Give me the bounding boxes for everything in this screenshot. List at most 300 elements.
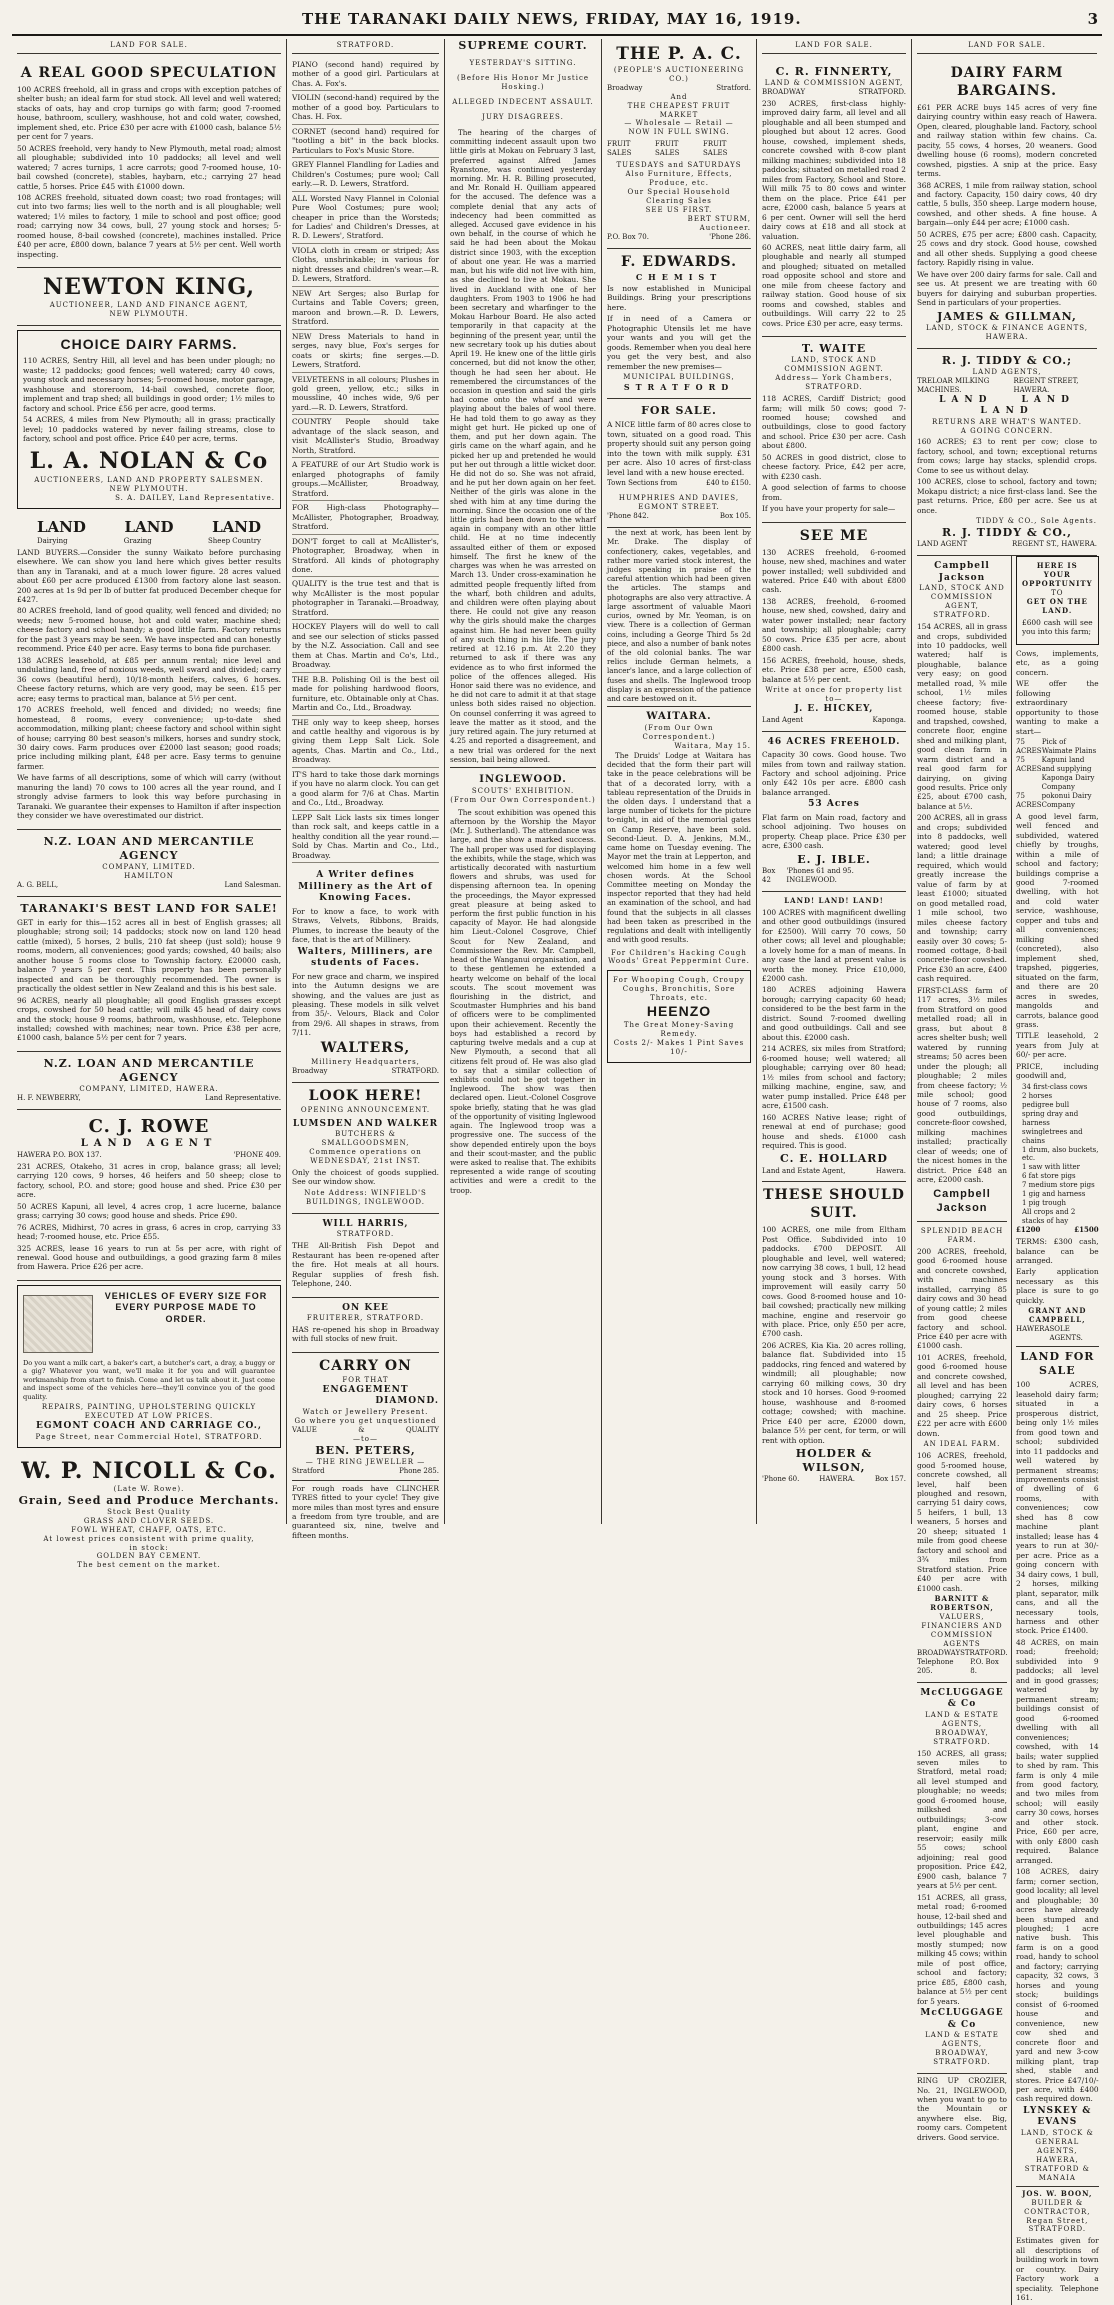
agent-left: H. F. NEWBERRY, (17, 1094, 81, 1103)
row-desc: Kapuni land and supplying Kaponga Dairy Company (1041, 755, 1095, 791)
quality-word: QUALITY (405, 1425, 439, 1434)
listing: 150 ACRES, all grass; seven miles to Stratford, metal road; all level stumped and ploughable; no weeds; good 6-roomed house, milkshed and outbuildings; 3-cow plant, engine and reservoir; easily milk 55 cows; school adjoining; real good proposition. Price £42, £900 cash, balance 7 years at 5½ per cent. (917, 1748, 1007, 1891)
agent-name: Campbell Jackson (934, 561, 990, 583)
court-article: The hearing of the charges of committing indecent assault upon two little girls at Mokau on February 3 last, preferred against Alfred James Ryanstone, was continued yesterday morning. Mr. H. R. Billing prosecuted, and Mr. Ronald H. Quilliam appeared for the accused. The defence was a complete denial that any acts of indecency had been committed as alleged. Accused gave evidence in his own behalf, in the course of which he said he had been about the Mokau district since 1903, with the exception of about one year. He was a married man, but his wife did not live with him, as she declined to live at Mokau. She lived in Auckland with one of her daughters. From 1903 to 1906 he had been secretary and wharfinger to the Mokau Harbour Board. He also acted temporarily in that capacity at the beginning of the present year, until the new secretary took up his duties about April 19. He knew one of the little girls concerned, but did not know the other, though he had seen her about. He remembered the circumstances of the occasion in question and said the girls had come onto the wharf and were playing about the bales of wool there. He had told them to go away as they might get hurt. He picked up one of them, and put her down again. The girls came on the wharf again, and he picked her up and pretended he would put her out through a little wicket door. He did not do so. She was not afraid, and he put her down again on her feet. Neither of the girls was alone in the shed with him at any time during the morning. Since the occasion one of the little girls had been down to the wharf again in company with an other little child. He at no time indecently assaulted either of them or exposed himself. The first he knew of the charges was when he was arrested on March 13. Under cross-examination he admitted people frequently lifted from the wharf, both children and adults, and children were often playing about there. He could not give any reason why the girls should make the charges against him. He had never been guilty of any such thing in his life. The jury retired at 12.16 p.m. At 2.20 they returned to ask if there was any evidence as to who first informed the police of the offences alleged. His Honor said there was no evidence, and he did not care to admit it at that stage unless both sides raised no objection. On counsel conferring it was agreed to leave the matter as it stood, and the jury retired again. The jury returned at 4.25 and reported a disagreement, and a new trial was ordered for the next session, bail being allowed. (450, 127, 596, 764)
scouts-article: The scout exhibition was opened this afternoon by the Worship the Mayor (Mr. J. Sutherland). The attendance was large, and the show a marked success. The hall proper was used for displaying the exhibits, while the stage, which was artistically decorated with nasturtium flowers and shrubs, was used for dispensing afternoon tea. In opening the proceedings, the Mayor expressed great pleasure at being asked to perform the first public function in his capacity of Mayor. He had alongside him Lieut.-Colonel Cosgrove, Chief Scout for New Zealand, and Commissioner the Rev. Mr. Campbell, head of the Wanganui organisation, and to these gentlemen he extended a hearty welcome on behalf of the local scouts. The scout movement was flourishing in the district, and Scoutmaster Humphries and his band of officers were to be complimented upon their achievement. Recently the boys had established a record by capturing twelve medals and a cup at New Plymouth, a second that all citizens felt proud of. He was also glad to say that a similar collection of exhibits could not be got together in Inglewood. The show was then declared open. Lieut.-Colonel Cosgrove spoke briefly, stating that he was glad of the opportunity of visiting Inglewood again. The Inglewood troop was a progressive one. The success of the show depended entirely upon the boys and their scout-master, and the public were asked to realise that. The exhibits represented a wide range of scouting activities and were a credit to the troop. (450, 807, 596, 1195)
page-number: 3 (1087, 10, 1098, 28)
company-name: THE P. A. C. (616, 44, 742, 64)
ad-sig: BERT STURM, (687, 215, 751, 223)
land-word: LAND (37, 517, 86, 536)
ad-body: HAS re-opened his shop in Broadway with full stocks of new fruit. (292, 1324, 439, 1344)
ad-title: A REAL GOOD SPECULATION (20, 64, 278, 81)
ad-title: CHOICE DAIRY FARMS. (60, 336, 238, 353)
ad-get: GET ON THE LAND. (1026, 597, 1088, 615)
agent-right: 'PHONE 409. (233, 1150, 281, 1159)
correspondent: (From Our Own Correspondent.) (642, 724, 716, 742)
agent-name: HUMPHRIES AND DAVIES, (618, 494, 740, 503)
agent-role: AUCTIONEER, LAND AND FINANCE AGENT, (49, 301, 249, 310)
grass-seeds: GRASS AND CLOVER SEEDS. (83, 1516, 215, 1525)
listing: GET in early for this—152 acres all in best of English grasses; all ploughable; strong soil; 14 paddocks; stock now on land 120 head cattle (mixed), 5 horses, 2 bulls, 210 fat sheep (just sold); house 9 rooms, modern, all conveniences; good yards; cowshed, 40 bails; also another house 5 rooms close to Township factory. £20000 cash, balance 7 years 5 per cent. This property has been personally inspected and can be thoroughly recommended. The owner is practically the oldest settler in New Zealand and this is his best sale. (17, 917, 281, 994)
agent-role: LAND & COMMISSION AGENT, (764, 79, 904, 88)
shop-name: WALTERS, (320, 1039, 411, 1056)
listing: 100 ACRES, leasehold dairy farm; situated in a prosperous district, being only 1½ miles from good town and school; subdivided into 11 paddocks and well watered by permanent streams; improvements consist of dwelling of 6 rooms, with conveniences; cow shed has 8 cow machine plant installed; lease has 4 years to run at 30/- per acre. Price as a going concern with 34 dairy cows, 1 bull, 2 horses, milking plant, separator, milk cans, and all the necessary tools, harness and other stock. Price £1400. (1016, 1380, 1099, 1636)
opportunity-row (1016, 792, 1099, 810)
listing: 160 ACRES Native lease; right of renewal at end of purchase; good house and sheds. £1000 cash required. This is good. (762, 1112, 906, 1150)
listing: 100 ACRES freehold, all in grass and crops with exception patches of shelter bush; an ideal farm for stud stock. All level and well watered; stacks of oats, hay and crop turnips go with farm; good 7-roomed house, bathroom, scullery, washhouse, hot and cold water, cowshed, implement shed, etc. Price £30 per acre with £1000 cash, balance 5½ per cent for 7 years. (17, 84, 281, 142)
section-sub: YESTERDAY'S SITTING. (469, 59, 577, 68)
pac-ad (607, 39, 751, 249)
agent-right: 'Phones 61 and 95. INGLEWOOD. (786, 866, 854, 884)
ad-title-lease: TITLE leasehold, 2 years from July at 60/- per acre. (1016, 1031, 1099, 1060)
column-heading: LAND FOR SALE. (762, 39, 906, 54)
listing: 200 ACRES, all in grass and crops; subdivided into 8 paddocks, well watered; good level land; a little drainage required, which would greatly increase the value of farm by at least £1000; situated on good metalled road, 1 mile school, two miles cheese factory and township; carry easily over 30 cows; 5-roomed cottage, 8-bail concrete-floor cowshed. Price £30 an acre, £400 cash required. (917, 813, 1007, 984)
shop-name: WILL HARRIS, (322, 1218, 409, 1229)
agent-right: Hawera. (875, 1166, 906, 1175)
agent-name: C. E. HOLLARD (780, 1152, 888, 1166)
ad-title: CARRY ON (319, 1357, 412, 1374)
land-banner: LAND LAND LAND (939, 394, 1075, 417)
listing: 368 ACRES, 1 mile from railway station, school and factory. Capacity, 150 dairy cows, 40 dry cattle, 5 bulls, 350 sheep. Large modern house, cowshed, and other sheds. A fine house. A bargain—only £44 per acre; £1000 cash. (917, 180, 1097, 228)
sale-days: TUESDAYS and SATURDAYS (616, 161, 742, 170)
agent-name: JAMES & GILLMAN, (937, 309, 1077, 323)
shop-name: BEN. PETERS, (315, 1443, 416, 1457)
cement-note: The best cement on the market. (77, 1561, 221, 1570)
agent-role: LAND, STOCK AND COMMISSION AGENT. (784, 356, 884, 374)
listing: 130 ACRES freehold, 6-roomed house, new shed, machines and water power installed; well subdivided and watered. Price £40 with about £800 cash. (762, 547, 906, 595)
ad-line: The Great Money-Saving Remedy. (623, 1021, 735, 1039)
on-kee-ad (292, 1298, 439, 1353)
builder-body: Estimates given for all descriptions of building work in town or country. Dairy Factory work a speciality. Telephone 161. (1016, 2236, 1099, 2303)
ad-and: And (670, 92, 688, 101)
listing: 108 ACRES, dairy farm; corner section, good locality; all level and ploughable; 30 acres have already been stumped and ploughed; 1 acre native bush. This farm is on a good road, handy to school and factory; carrying capacity, 32 cows, 3 horses and young stock; buildings consist of 6-roomed house and convenience, new cow shed and concrete floor and yard and new 3-cow milking plant, trap shed, stable and stores. Price £47/10/- per acre, with £400 cash required down. (1016, 1867, 1099, 2104)
agent-name: C. R. FINNERTY, (775, 64, 893, 78)
agent-role: LAND AGENT (80, 1138, 218, 1150)
agent-street: EGMONT STREET. (638, 503, 720, 512)
agency-name: N.Z. LOAN AND MERCANTILE AGENCY (43, 834, 255, 862)
finnerty-ad (762, 60, 906, 337)
crozier-ad: RING UP CROZIER, No. 21, INGLEWOOD, when you want to go to the Mountain or anywhere else. Big, roomy cars. Competent drivers. Good service. (917, 2076, 1007, 2142)
agent-place: BROADWAY, STRATFORD. (933, 1728, 991, 1746)
company-right: Stratford. (716, 83, 751, 92)
nz-loan-hawera-ad (17, 1052, 281, 1110)
company-left: Broadway (607, 83, 643, 92)
ad-diamond: DIAMOND. (375, 1396, 439, 1407)
section-title: INGLEWOOD. (479, 773, 567, 785)
for-sale-ad (607, 399, 751, 528)
agent-role: VALUERS, FINANCIERS AND COMMISSION AGENTS (921, 1613, 1003, 1648)
row-desc: pokonui Dairy Company (1041, 791, 1092, 809)
small-ad: COUNTRY People should take advantage of the slack season, and visit McAllister's Studio, Broadway North, Stratford. (292, 417, 439, 458)
inventory-list (1016, 1083, 1099, 1226)
ad-date: WEDNESDAY, 21st INST. (310, 1156, 421, 1165)
section-title: SUPREME COURT. (458, 39, 588, 52)
shop-left: Broadway (292, 1066, 328, 1075)
ad-price: PRICE, including goodwill and, (1016, 1061, 1099, 1081)
agent-left: BROADWAY (762, 87, 806, 96)
opportunity-ad (1016, 556, 1099, 645)
shop-sub: Millinery Headquarters, (311, 1057, 420, 1066)
ad-early: Early application necessary as this place is sure to go quickly. (1016, 1267, 1099, 1305)
listing: 100 ACRES, one mile from Eltham Post Office. Subdivided into 10 paddocks. £700 DEPOSIT. All ploughable and level, well watered; now carrying 38 cows, 1 bull, 12 head young stock and 3 horses. With improvement will easily carry 50 cows. Good 8-roomed house and 10-bail cowshed; practically new milking machine, engine and reservoir go with place. Price, only £50 per acre, £700 cash. (762, 1225, 906, 1339)
column-1 (12, 39, 287, 1570)
ad-for: FOR THAT (342, 1375, 389, 1384)
ad-title: DAIRY FARM BARGAINS. (950, 64, 1064, 99)
agent-place: NEW PLYMOUTH. (109, 484, 189, 493)
listing: 200 ACRES, freehold, good 6-roomed house and concrete cowshed, with machines installed, carrying 85 dairy cows and 30 head of young cattle; 2 miles from good cheese factory and school. Price £40 per acre with £1000 cash. (917, 1246, 1007, 1351)
mccluggage-ad (917, 1683, 1007, 2074)
agent-right: Land Representative. (204, 1094, 281, 1103)
listing: 101 ACRES, freehold, good 6-roomed house and concrete cowshed, all level and has been ploughed; carrying 22 dairy cows, 6 horses and 25 sheep. Price £22 per acre with £600 down. (917, 1352, 1007, 1438)
listing: 230 ACRES, first-class highly-improved dairy farm, all level and all ploughable and all been stumped and ploughed but about 12 acres. Good house, cowshed, implement sheds, concrete cowshed with 8-cow plant milking machines; subdivided into 18 paddocks; situated on metalled road 2 miles from Factory, School and Store. Will milk 75 to 80 cows and winter them on the place. Price £41 per acre, £2000 cash, balance 5 years at 6 per cent. Owner will sell the herd dairy cows at £18 and all stock at valuation. (762, 98, 906, 241)
these-should-suit-ad (762, 1182, 906, 1490)
ad-title: SEE ME (799, 527, 869, 544)
shop-name: F. EDWARDS. (620, 253, 738, 270)
waitara-article: The Druids' Lodge at Waitara has decided that the form their part will take in the peace celebrations will be that of a decorated lorry, with a tableau representation of the Druids in the olden days. I understand that a large number of tickets for the picture to-night, in aid of the memorial gates on Camp Reserve, have been sold. Second-Lieut. D. A. Jenkins, M.M., came home on Tuesday evening. The Mayor met the train at Lepperton, and welcomed him home in a few well chosen words. At the School Committee meeting on Monday the inspector reported that they had held an examination of the school, and had found that the subjects in all classes had been taken as prescribed in the regulations and dealt with intelligently and with good results. (607, 750, 751, 945)
column-6 (912, 39, 1102, 2303)
inventory-item: pedigree bull (1022, 1100, 1070, 1109)
ad-see: SEE US FIRST. (645, 206, 713, 215)
agent-right: STRATFORD. (858, 87, 906, 96)
agent-box: Box 157. (874, 1475, 906, 1484)
agent-name: McCLUGGAGE & Co (920, 2008, 1004, 2030)
agent-role: AUCTIONEERS, LAND AND PROPERTY SALESMEN. (34, 475, 264, 484)
col6-left (917, 556, 1007, 2305)
nz-loan-hamilton-ad (17, 830, 281, 897)
court-before: (Before His Honor Mr Justice Hosking.) (456, 74, 590, 91)
ad-body: Is now established in Municipal Buildings. Bring your prescriptions here. (607, 284, 751, 312)
waite-ad (762, 337, 906, 523)
listing: 76 ACRES, Midhirst, 70 acres in grass, 6 acres in crop, carrying 33 head; 7-roomed house, etc. Price £55. (17, 1222, 281, 1242)
small-ad: DON'T forget to call at McAllister's, Photographer, Broadway, when in Stratford. All kinds of photography done. (292, 537, 439, 578)
agent-name: E. J. IBLE. (797, 852, 871, 866)
small-ads-list (292, 60, 439, 863)
ad-body: A NICE little farm of 80 acres close to town, situated on a good road. This property should suit any person going into the town with milk supply. £31 per acre. Also 10 acres of first-class level land with a new house erected. (607, 420, 751, 477)
inventory-item: 2 horses (1022, 1091, 1053, 1100)
inventory-item: spring dray and harness (1022, 1109, 1079, 1127)
column-5 (757, 39, 912, 1524)
shop-town: STRATFORD (623, 382, 735, 393)
inventory-item: 34 first-class cows (1022, 1082, 1088, 1091)
listing: Capacity 30 cows. Good house. Two miles from town and railway station. Factory and school adjoining. Price only £42 10s per acre. £800 cash balance arranged. (762, 750, 906, 797)
small-ad: A FEATURE of our Art Studio work is enlarged photographs of family groups.—McAllister, Broadway, Stratford. (292, 460, 439, 501)
land-word: LAND (124, 517, 174, 536)
ad-go: Go where you get unquestioned (294, 1416, 437, 1425)
ad-title: SPLENDID BEACH FARM. (920, 1226, 1004, 1244)
small-ad: VIOLIN (second-hand) required by the mother of a good boy. Particulars to Chas. H. Fox. (292, 93, 439, 124)
agent-right: REGENT ST., HAWERA. (1012, 540, 1097, 549)
agent-box: P.O. Box 8. (970, 1657, 999, 1675)
agent-town: HAWERA. (819, 1475, 855, 1484)
ad-address: Note Address: WINFIELD'S BUILDINGS, INGLEWOOD. (304, 1188, 427, 1206)
agent-role: LAND, STOCK AND COMMISSION AGENT, STRATFORD. (919, 584, 1005, 620)
small-ad: QUALITY is the true test and that is why McAllister is the most popular photographer in Taranaki.—Broadway, Stratford. (292, 579, 439, 620)
small-ad: FOR High-class Photography—McAllister, Photographer, Broadway, Stratford. (292, 503, 439, 534)
agent-sig: TIDDY & CO., Sole Agents. (976, 517, 1097, 526)
agency-sub: COMPANY, LIMITED. (102, 862, 196, 871)
listing: 110 ACRES, Sentry Hill, all level and has been under plough; no waste; 12 paddocks; good fences; well watered; carry 40 cows, young stock and necessary horses; 5-roomed house, motor garage, washhouse and storeroom, 14-bail cowshed, concrete floor, implement and trap shed; all buildings in good order; 1½ miles to factory and school. Price £56 per acre, good terms. (23, 356, 275, 413)
listing: We have farms of all descriptions, some of which will carry (without manuring the land) 70 cows to 100 acres all the year round, and I strongly advise farmers to look this way before purchasing in Taranaki. We guarantee their expenses to Hamilton if after inspection they consider we have overestimated our district. (17, 773, 281, 821)
agent-name: BARNITT & ROBERTSON, (930, 1594, 994, 1613)
listing: 206 ACRES, Kia Kia. 20 acres rolling, balance flat. Subdivided into 15 paddocks, ring fenced and watered by windmill; all ploughable; now carrying 60 milking cows, 30 dry stock and 10 horses. Good 9-roomed house, washhouse and 8-roomed cottage; cowshed; with machine. Price £40 per acre, £2000 down, balance 5½ per cent, for term, or will rent with option. (762, 1340, 906, 1445)
ad-body: For to know a face, to work with Straws, Velvets, Ribbons, Braids, Plumes, to increase the beauty of the face, that is the art of Millinery. (292, 906, 439, 945)
tiddy-ad (917, 349, 1097, 557)
ad-repairs: REPAIRS, PAINTING, UPHOLSTERING QUICKLY EXECUTED AT LOW PRICES. (41, 1403, 257, 1421)
small-ad: HOCKEY Players will do well to call and see our selection of sticks passed by the N.Z. Association. Call and see them at Chas. Martin and Co's, Ltd., Broadway. (292, 622, 439, 672)
row-acres: 75 ACRES (1016, 791, 1042, 809)
bottom-split (917, 556, 1097, 2305)
agency-name: N.Z. LOAN AND MERCANTILE AGENCY (43, 1056, 255, 1085)
column-4 (602, 39, 757, 1524)
small-ad: NEW Dress Materials to hand in serges, navy blue, Fox's serges for coats or skirts; fine serges.—D. Lewers, Stratford. (292, 332, 439, 373)
listing: 100 ACRES, close to school, factory and town; Mokapu district; a nice first-class land. See the past returns. Price, £80 per acre. See us at once. (917, 477, 1097, 515)
agent-phone: Telephone 205. (917, 1657, 954, 1675)
shop-role: BUTCHERS & SMALLGOODSMEN, (321, 1130, 410, 1147)
shop-address: MUNICIPAL BUILDINGS, (623, 373, 735, 382)
agent-name: R. J. TIDDY & CO.; (941, 353, 1073, 367)
agent-name: LYNSKEY & EVANS (1023, 2105, 1092, 2128)
small-ad: CORNET (second hand) required for "tootling a bit" in the back blocks. Particulars to Fox's Music Store. (292, 127, 439, 158)
edwards-chemist-ad (607, 249, 751, 400)
wp-nicoll-ad (17, 1452, 281, 1577)
in-stock: in stock: (129, 1543, 169, 1552)
cart-illustration (23, 1295, 93, 1353)
ad-engagement: ENGAGEMENT (322, 1384, 409, 1395)
shop-name: LUMSDEN AND WALKER (292, 1118, 439, 1129)
agency-place: HAMILTON (124, 871, 174, 880)
small-ad: PIANO (second hand) required by mother of a good girl. Particulars at Chas. A. Fox's. (292, 60, 439, 91)
egmont-coach-ad (17, 1285, 281, 1448)
agent-left: A. G. BELL, (17, 880, 59, 889)
agent-box: Box 105. (719, 512, 751, 521)
look-here-ad (292, 1083, 439, 1214)
row-acres: 75 ACRES (1016, 738, 1042, 756)
ad-box: P.O. Box 70. (607, 232, 649, 241)
company-line: Grain, Seed and Produce Merchants. (18, 1493, 280, 1507)
listing: 54 ACRES, 4 miles from New Plymouth; all in grass; practically level; 10 paddocks watered by never failing streams, close to factory, school and post office. Price £40 per acre, terms. (23, 415, 275, 444)
inventory-item: 1 pig trough (1022, 1199, 1066, 1208)
ad-title: THESE SHOULD SUIT. (763, 1187, 905, 1222)
hollard-ad (762, 892, 906, 1183)
company-address: Page Street, near Commercial Hotel, STRATFORD. (35, 1432, 263, 1441)
opportunity-row (1016, 738, 1099, 756)
ampersand: & (358, 1425, 365, 1434)
ad-when: Commence operations on (309, 1147, 422, 1156)
agent-left: HAWERA (1016, 1325, 1050, 1334)
company-name: EGMONT COACH AND CARRIAGE CO., (35, 1421, 263, 1432)
ben-peters-ad (292, 1353, 439, 1549)
column-heading: STRATFORD. (292, 39, 439, 54)
ad-watch: Watch or Jewellery Present. (302, 1407, 429, 1416)
listing: 50 ACRES Kapuni, all level, 4 acres crop, 1 acre lucerne, balance grass; carrying 30 cows; good house and sheds. Price £90. (17, 1201, 281, 1221)
newton-king-ad (17, 268, 281, 326)
agent-left: Box 42 (762, 866, 776, 884)
columns (12, 39, 1102, 2303)
small-ad: ALL Worsted Navy Flannel in Colonial Pure Wool Costumes; pure wool; cheaper in price than the Worsteds; for Ladies' and Children's Dresses, at R. D. Lewers', Stratford. (292, 194, 439, 244)
builder-role: BUILDER & CONTRACTOR, (1024, 2198, 1091, 2216)
correspondent: (From Our Own Correspondent.) (450, 795, 596, 804)
small-ad: THE only way to keep sheep, horses and cattle healthy and vigorous is by giving them Lepp Salt Lick. Sole agents, Chas. Martin and Co., Ltd., Broadway. (292, 718, 439, 768)
listing: We have over 200 dairy farms for sale. Call and see us. At present we are treating with 60 buyers for dairying and suburban properties. Send in particulars of your properties. (917, 269, 1097, 308)
agent-left: HAWERA P.O. BOX 137. (17, 1150, 102, 1159)
will-harris-ad (292, 1214, 439, 1298)
agent-name: L. A. NOLAN & Co (29, 448, 269, 475)
agent-phone: 'Phone 60. (762, 1475, 800, 1484)
agent-left: Land Agent (762, 715, 804, 724)
row-acres: 75 ACRES (1016, 755, 1042, 773)
shop-left: Stratford (292, 1466, 325, 1475)
listing: 170 ACRES freehold, well fenced and divided; no weeds; fine homestead, 8 rooms, every convenience; up-to-date shed accommodation, milking plant; cheese factory and school within sight of house; carrying 80 best season's milkers, horses and sundry stock, 30 dairy cows. Farm produces over £2000 last season; good roads; price including milking plant, £48 per acre. Easy terms to genuine farmer. (17, 705, 281, 771)
ad-ws: — Wholesale — Retail — (624, 119, 734, 128)
ad-also: Also Furniture, Effects, Produce, etc. (625, 170, 733, 188)
land-type: Sheep Country (208, 536, 261, 545)
shop-role: — THE RING JEWELLER — (305, 1457, 426, 1466)
listing: 325 ACRES, lease 16 years to run at 5s per acre, with right of renewal. Good house and outbuildings, a good grazing farm 8 miles from Hawera. Price £26 per acre. (17, 1243, 281, 1272)
column-2 (287, 39, 445, 1540)
listing: 48 ACRES, on main road; freehold; subdivided into 9 paddocks; all level and in good grasses; watered by permanent stream; buildings consist of good 6-roomed dwelling with all conveniences; cowshed, with 14 bails; water supplied to shed by ram. This farm is only 4 mile from good factory, and two miles from school; will easily carry 30 cows, horses and other stock. Price, £60 per acre, with only £800 cash required. Balance arranged. (1016, 1637, 1099, 1865)
agent-name: NEWTON KING, (42, 274, 256, 301)
listing: 154 ACRES, all in grass and crops, subdivided into 10 paddocks, well watered; half is ploughable, balance very easy; on good metalled road, ¾ mile school, 1½ miles cheese factory; five-roomed house, stable and trapshed, cowshed, concrete floor, engine shed and milking plant, good clean farm in warm district and a real good farm for dairying, on giving good results. Price only £25, about £700 cash, balance at 5½. (917, 622, 1007, 811)
shop-role: CHEMIST (635, 271, 723, 282)
shop-right: Phone 285. (399, 1466, 439, 1475)
agency-sub: COMPANY, LIMITED, HAWERA. (79, 1085, 219, 1094)
total-1: £1200 (1016, 1225, 1041, 1235)
hickey-ad (762, 523, 906, 732)
taranaki-best-land-ad (17, 897, 281, 1052)
inventory-item: 1 drum, also buckets, etc. (1022, 1145, 1099, 1163)
section-sub: SCOUTS' EXHIBITION. (471, 786, 575, 795)
ad-title: VEHICLES OF EVERY SIZE FOR EVERY PURPOSE MADE TO ORDER. (104, 1290, 268, 1324)
shop-name: ON KEE (342, 1302, 389, 1313)
ad-to: —to— (352, 1434, 379, 1443)
small-ad: VELVETEENS in all colours; Plushes in gold green, yellow, etc.; silks in moussline, 40 inches wide, 9/6 per yard.—R. D. Lewers, Stratford. (292, 375, 439, 416)
listing: 106 ACRES, freehold, good 5-roomed house, concrete cowshed, all level, half been ploughed and resown, carrying 51 dairy cows, 5 heifers, 1 bull, 13 weaners, 5 horses and 20 sheep; situated 1 mile from good cheese factory and school and 3¾ miles from Stratford station. Price £40 per acre with £1000 cash. (917, 1451, 1007, 1593)
cj-rowe-ad (17, 1110, 281, 1281)
column-3 (445, 39, 602, 1524)
write-note: Write at once for property list to— (765, 686, 903, 704)
sections-left: Town Sections from (607, 479, 678, 488)
ad-body: Cows, implements, etc, as a going concern. (1016, 648, 1099, 677)
inventory-item: 1 gig and harness (1022, 1190, 1086, 1199)
opportunity-rows (1016, 738, 1099, 810)
agent-name: GRANT AND CAMPBELL, (1028, 1306, 1087, 1325)
listing: If you have your property for sale— (762, 504, 896, 514)
agent-address: Address— York Chambers, STRATFORD. (775, 374, 893, 392)
ad-body: WE offer the following extraordinary opportunity to those wanting to make a start— (1016, 679, 1099, 736)
dateline: Waitara, May 15. (674, 741, 751, 750)
ad-sub: Walters, Milliners, are students of Faces. (297, 946, 434, 969)
agent-name: HOLDER & WILSON, (795, 1447, 873, 1475)
ad-sub: AN IDEAL FARM. (923, 1440, 1001, 1449)
stock-quality: Stock Best Quality (107, 1507, 191, 1516)
ad-title: A Writer defines Millinery as the Art of Knowing Faces. (298, 870, 433, 904)
ad-spec: Our Special Household Clearing Sales (627, 188, 731, 206)
millinery-ad (292, 865, 439, 1083)
ad-title: LAND! LAND! LAND! (784, 895, 884, 905)
choice-dairy-farms-ad (17, 330, 281, 508)
listing: 214 ACRES, six miles from Stratford; 6-roomed house; well watered; all ploughable; carrying over 80 head; 1½ miles from school and factory; milking machine, engine, saw, and water pump installed. Price £48 per acre, £1500 cash. (762, 1044, 906, 1111)
listing: 108 ACRES freehold, situated down coast; two road frontages; will cut into two farms; lies well to the north and is all ploughable; well watered; 1½ miles to factory, 1 mile to school and post office; good road; carrying now 34 cows, bull, 27 young stock and horses; 5-roomed house, 8-bail cowshed (concrete), machines installed. Price £40 per acre, £800 down, balance 7 years at 5½ per cent. Well worth inspecting. (17, 193, 281, 259)
ad-phone: 'Phone 286. (709, 232, 751, 241)
shop-role: FRUITERER, STRATFORD. (306, 1314, 425, 1323)
james-gillman-ad (917, 60, 1097, 349)
agent-role: LAND, STOCK & FINANCE AGENTS, HAWERA. (925, 323, 1089, 341)
listing: 138 ACRES, freehold, 6-roomed house, new shed, cowshed, dairy and water power installed; near factory and township; all ploughable; carry 50 cows. Price £35 per acre, about £800 cash. (762, 596, 906, 654)
company-name: W. P. NICOLL & Co. (21, 1457, 277, 1484)
agent-role: LAND & ESTATE AGENTS, (925, 1710, 999, 1728)
agent-right: Land Salesman. (224, 880, 281, 889)
waikato-land-ad (17, 513, 281, 830)
agent-right: REGENT STREET, HAWERA. (1013, 376, 1079, 394)
ad-line: For Whooping Cough, Croupy Coughs, Bronchitis, Sore Throats, etc. (613, 976, 745, 1003)
masthead (12, 10, 1102, 36)
shop-place: STRATFORD. (336, 1230, 395, 1239)
small-ad: NEW Art Serges; also Burlap for Curtains and Table Covers; green, maroon and brown.—R. D. Lewers, Stratford. (292, 289, 439, 330)
agent-role: LAND & ESTATE AGENTS, (925, 2031, 999, 2049)
small-ad: GREY Flannel Flandling for Ladies and Children's Costumes; pure wool; Call early.—R. D. Lewers, Stratford. (292, 160, 439, 191)
brand-name: HEENZO (646, 1003, 712, 1020)
inventory-item: 1 saw with litter (1022, 1163, 1081, 1172)
ad-sub: 53 Acres (808, 799, 860, 810)
ad-cheap: THE CHEAPEST FRUIT MARKET (627, 101, 731, 119)
listing: 138 ACRES leasehold, at £85 per annum rental; nice level and undulating land, free of noxious weeds, well sward and divided; carry 36 cows (beautiful herd), 10/18-month heifers, calves, 6 horses. Cheese factory returns, which are very good, may be seen. £15 per acre; easy terms to practical man, balance at 5½ per cent. (17, 655, 281, 703)
agent-place: BROADWAY, STRATFORD. (933, 2049, 991, 2067)
agent-left: BROADWAY (917, 1648, 961, 1657)
agent-phone: 'Phone 842. (607, 512, 649, 521)
fruit-sales: FRUIT SALES (703, 140, 728, 158)
small-ad: IT'S hard to take those dark mornings if you have no alarm clock. You can get a good alarm for 7/6 at Chas. Martin and Co., Ltd., Broadway. (292, 770, 439, 811)
agent-right: Kaponga. (872, 715, 906, 724)
agent-role: LAND AGENTS, (972, 367, 1042, 376)
case-result: JURY DISAGREES. (482, 112, 564, 121)
land-word: LAND (212, 517, 261, 536)
ad-title: TARANAKI'S BEST LAND FOR SALE! (20, 901, 278, 915)
listing: 151 ACRES, all grass, metal road; 6-roomed house, 12-bail shed and outbuildings; 145 acres level ploughable and mostly stumped; now milking 45 cows; within mile of post office, school and factory; price £85, £800 cash, balance at 5½ per cent for 5 years. (917, 1892, 1007, 2006)
listing: 156 ACRES, freehold, house, sheds, etc. Price £38 per acre, £500 cash, balance at 5½ per cent. (762, 655, 906, 684)
small-ad: LEPP Salt Lick lasts six times longer than rock salt, and keeps cattle in a healthy condition all the year round.—Sold by Chas. Martin and Co., Ltd., Broadway. (292, 813, 439, 863)
ad-body: If in need of a Camera or Photographic Utensils let me have your wants and you will get the goods. Remember when you deal here you get the very best, and also remember the new premises— (607, 314, 751, 371)
campbell-jackson-ad (917, 556, 1007, 1222)
listing: 80 ACRES freehold, land of good quality, well fenced and divided; no weeds; new 5-roomed house, hot and cold water, machine shed; cheese factory and school handy; a good little farm. Factory returns for the past 3 years may be seen. We have inspected and can honestly recommend. Price £40 per acre. Easy terms to bona fide purchaser. (17, 606, 281, 654)
inventory-item: 7 medium store pigs (1022, 1181, 1095, 1190)
small-ad: THE B.B. Polishing Oil is the best oil made for polishing hardwood floors, furniture, etc. Obtainable only at Chas. Martin and Co., Ltd., Broadway. (292, 675, 439, 716)
agent-name: C. J. ROWE (88, 1116, 210, 1138)
agent-signature: Campbell Jackson (933, 1187, 991, 1214)
agent-left: Land and Estate Agent, (762, 1166, 846, 1175)
cough-ad: For Children's Hacking Cough Woods' Great Peppermint Cure. (608, 948, 750, 966)
listing: 160 ACRES; £3 to rent per cow; close to factory, school, and town; exceptional returns from cows; large hay stacks, splendid crops. Come to see us without delay. (917, 437, 1097, 475)
going-concern: A GOING CONCERN. (960, 426, 1054, 435)
listing: Flat farm on Main road, factory and school adjoining. Two houses on property. Cheap place. Price £30 per acre, £300 cash. (762, 812, 906, 851)
scouts-article-continued: the next at work, has been lent by Mr. Drake. The display of confectionery, cakes, vegetables, and rather more varied stock interest, the judges speaking in praise of the careful attention which had been given the articles. The stamps and photographs are also very attractive. A large assortment of valuable Maori curios, owned by Mr. Yeoman, is on view. There is a collection of German coins, including a George Third 5s 2d piece, and also a number of bank notes of the old colonial banks. The war relics include German helmets, a lancer's lance, and a large collection of fuses and shells. The Inglewood troop display is an expression of the patience and care bestowed on it. (607, 528, 751, 704)
agent-right: SOLE AGENTS. (1049, 1325, 1083, 1343)
ad-body: A good level farm, well fenced and subdivided, watered chiefly by troughs, within a mile of school and factory; buildings comprise a good 7-roomed dwelling, with hot and cold water service, washhouse, copper and tubs and all conveniences; milking shed (concreted), also implement shed, trapshed, piggeries, situated on the farm, and there are 20 acres in swedes, mangolds and carrots, balance good grass. (1016, 811, 1099, 1030)
agent-place: NEW PLYMOUTH. (109, 310, 189, 319)
ad-terms: TERMS: £300 cash, balance can be arranged. (1016, 1237, 1099, 1265)
column-heading: LAND FOR SALE. (17, 39, 281, 54)
ad-now: NOW IN FULL SWING. (628, 128, 730, 137)
agent-name: R. J. TIDDY & CO., (941, 526, 1072, 540)
builder-place: Regan Street, STRATFORD. (1026, 2216, 1089, 2234)
inventory-item: 6 fat store pigs (1022, 1172, 1076, 1181)
value-word: VALUE (292, 1425, 317, 1434)
listing: 180 ACRES adjoining Hawera borough; carrying capacity 60 head; considered to be the best farm in the district. Sound 7-roomed dwelling and good outbuildings. Call and see about this. £2000 cash. (762, 985, 906, 1042)
listing: 50 ACRES, £75 per acre; £800 cash. Capacity, 25 cows and dry stock. Good house, cowshed and all other sheds. Supplying a good cheese factory. Rapidly rising in value. (917, 229, 1097, 268)
heenzo-ad (607, 970, 751, 1063)
tyres-ad: For rough roads have CLINCHER TYRES fitted to your cycle! They give more miles than most tyres and ensure a freedom from tyre trouble, and are guaranteed six, nine, twelve and fifteen months. (292, 1480, 439, 1541)
inventory-item: swingletrees and chains (1022, 1127, 1083, 1145)
ad-body: For new grace and charm, we inspired into the Autumn designs we are showing, and the values are just as pleasing. These models in silk velvet from 35/-. Velours, Black and Color from 29/6. All shapes in straws, from 7/11. (292, 971, 439, 1038)
listing: 100 ACRES with magnificent dwelling and other good outbuildings (insured for £2500). Will carry 70 cows, 50 other cows; all level and ploughable; a lovely home for a man of means. In any case the land at present value is worth the money. Price £10,000, £2000 cash. (762, 907, 906, 984)
